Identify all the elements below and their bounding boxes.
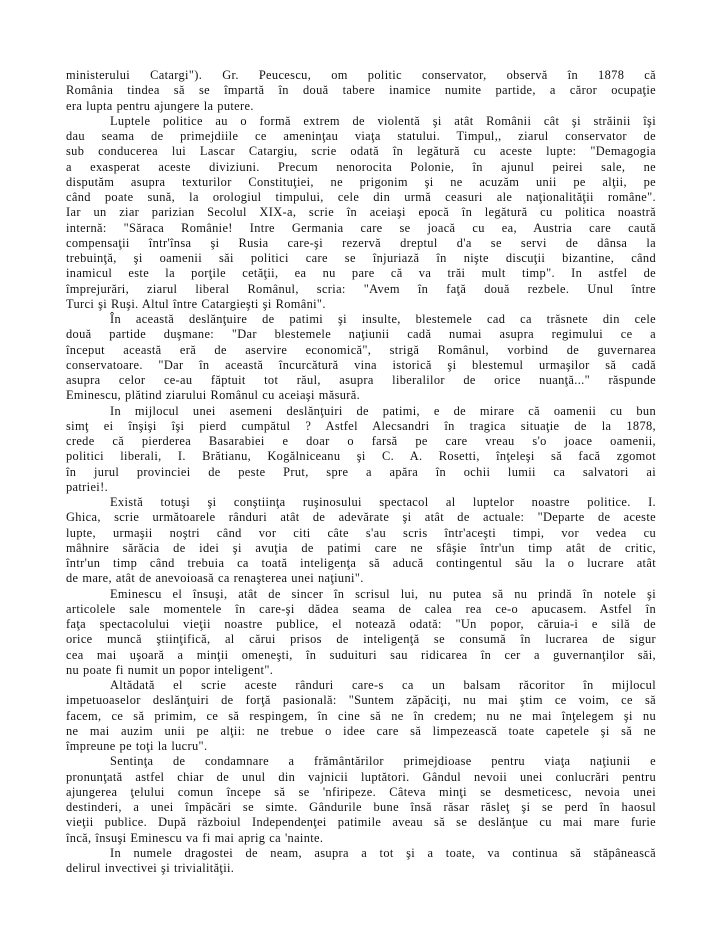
text-line: două partide duşmane: "Dar blestemele naţiunii cadă numai asupra regimului ce a <box>66 327 656 342</box>
paragraph <box>66 754 656 846</box>
text-line: Iar un ziar parizian Secolul XIX-a, scrie în aceiaşi epocă în legătură cu politica noastră <box>66 205 656 220</box>
text-line: era lupta pentru ajungere la putere. <box>66 98 254 113</box>
text-line: internă: "Săraca Românie! Intre Germania care se joacă cu ea, Austria care caută <box>66 220 656 235</box>
text-line: trebuinţă, şi oamenii săi politici care se înjuriază în nişte discuţii bizantine, când <box>66 251 656 265</box>
text-line: încă, însuşi Eminescu va fi mai aprig ca 'nainte. <box>66 830 324 845</box>
text-line: disputăm asupra texturilor Constituţiei, ne prigonim şi ne acuzăm unii pe alţii, pe <box>66 174 656 189</box>
paragraph <box>66 114 656 312</box>
text-line: politici liberali, I. Brătianu, Kogălniceanu şi C. A. Rosetti, înţeleşi să facă zgomot <box>66 449 656 464</box>
text-line: ne mai auzim unii pe alţii: ne trebue o idee care să limpezească toate capetele şi să ne <box>66 723 656 738</box>
text-line: inamicul este la porţile cetăţii, ea nu pare că va trăi mult timp". In astfel de <box>66 266 656 281</box>
text-line: Există totuşi şi conştiinţa ruşinosului spectacol al luptelor noastre politice. I. <box>110 495 656 509</box>
text-line: pronunţată astfel chiar de unul din vajnicii luptători. Gândul nevoii unei conlucrări pentru <box>66 769 656 784</box>
text-line: În această deslănţuire de patimi şi insulte, blestemele cad ca trăsnete din cele <box>110 312 656 326</box>
text-line: In mijlocul unei asemeni deslănţuiri de patimi, e de mirare că oamenii cu bun <box>110 403 656 418</box>
text-line: Eminescu, plătind ziarului Românul cu aceiaşi măsură. <box>66 388 361 403</box>
text-line: vieţii publice. După războiul Independenţei patimile aveau să se deslănţue cu mai mare furie <box>66 815 656 830</box>
text-line: Luptele politice au o formă extrem de violentă şi atât Românii cât şi străinii îşi <box>110 113 656 128</box>
document-body <box>66 68 656 876</box>
text-line: ajungerea ţelului comun începe să se 'nfiripeze. Câteva minţi se desmeticesc, nevoia unei <box>66 784 656 799</box>
text-line: dau seama de primejdiile ce ameninţau viaţa statului. Timpul,, ziarul conservator de <box>66 129 656 143</box>
paragraph <box>66 587 656 679</box>
text-line: destinderi, a unei împăcări se simte. Gândurile bune însă răsar răsleţ şi se perd în haosul <box>66 800 656 814</box>
text-line: de mare, atât de anevoioasă ca renaşterea unei naţiuni". <box>66 571 364 586</box>
text-line: cea mai uşoară a minţii omeneşti, în suduituri sau ridicarea în cer a guvernanţilor săi, <box>66 647 656 662</box>
text-line: facem, ce să primim, ce să respingem, în cine să ne în credem; nu ne mai înţelegem şi nu <box>66 708 656 723</box>
text-line: mâhnire sărăcia de idei şi avuţia de patimi care ne sfâşie într'un timp atât de critic, <box>66 540 656 555</box>
text-line: România tindea să se împartă în două tabere inamice numite partide, a căror ocupaţie <box>66 83 656 98</box>
text-line: început această eră de aservire economică", strigă Românul, vorbind de guvernarea <box>66 342 656 357</box>
paragraph <box>66 312 656 404</box>
text-line: impetuoaselor deslănţuiri de forţă pasională: "Suntem zăpăciţi, nu mai ştim ce voim, ce să <box>66 693 656 708</box>
text-line: nu poate fi numit un popor inteligent". <box>66 662 274 677</box>
text-line: a exasperat aceste diviziuni. Precum nenorocita Polonie, în ajunul peirei sale, ne <box>66 159 656 174</box>
text-line: orice muncă ştiinţifică, al cărui prisos de inteligenţă se consumă în lucrarea de sigur <box>66 632 656 647</box>
text-line: Turci şi Ruşi. Altul între Catargieşti şi Români". <box>66 296 326 311</box>
text-line: Eminescu el însuşi, atât de sincer în scrisul lui, nu putea să nu prindă în notele şi <box>110 586 656 601</box>
text-line: delirul invectivei şi trivialităţii. <box>66 861 235 875</box>
text-line: Altădată el scrie aceste rânduri care-s ca un balsam răcoritor în mijlocul <box>110 678 656 692</box>
text-line: patriei!. <box>66 479 109 494</box>
paragraph <box>66 495 656 587</box>
text-line: faţa spectacolului vieţii noastre publice, el notează odată: "Un popor, căruia-i e silă de <box>66 617 656 631</box>
paragraph <box>66 678 656 754</box>
text-line: lupte, urmaşii noştri când vor citi câte s'au scris într'aceşti timpi, vor vedea cu <box>66 525 656 540</box>
text-line: Ghica, scrie următoarele rânduri atât de adevărate şi atât de actuale: "Departe de aceste <box>66 510 656 525</box>
text-line: conservatoare. "Dar în această încurcătură vina istorică şi blestemul urmaşilor să cadă <box>66 357 656 372</box>
paragraph <box>66 846 656 877</box>
paragraph <box>66 404 656 496</box>
text-line: In numele dragostei de neam, asupra a tot şi a toate, va continua să stăpânească <box>110 845 656 860</box>
text-line: Sentinţa de condamnare a frământărilor primejdioase pentru viaţa naţiunii e <box>110 754 656 769</box>
paragraph <box>66 68 656 114</box>
text-line: într'un timp când trebuia ca toată inteligenţa să aducă contingentul său la o lucrare atât <box>66 556 656 570</box>
text-line: sub conducerea lui Lascar Catargiu, scrie odată în legătură cu aceste lupte: "Demagogia <box>66 144 656 159</box>
text-line: crede că pierderea Basarabiei e doar o farsă pe care vreau s'o joace oamenii, <box>66 434 656 448</box>
text-line: împreune pe toţi la lucru". <box>66 739 208 753</box>
text-line: în jurul provinciei de peste Prut, spre a apăra în ochii lumii ca salvatori ai <box>66 464 656 479</box>
text-line: când poate sună, la orologiul timpului, cele din urmă ceasuri ale naţionalităţii române". <box>66 190 656 204</box>
text-line: împrejurări, ziarul liberal Românul, scria: "Avem în faţă două rezbele. Unul între <box>66 281 656 296</box>
text-line: compensaţii într'însa şi Rusia care-şi rezervă dreptul d'a se servi de dânsa la <box>66 235 656 250</box>
text-line: asupra celor ce-au făptuit tot răul, asupra liberalilor de orice nuanţă..." răspunde <box>66 373 656 387</box>
text-line: simţ ei înşişi îşi pierd cumpătul ? Astfel Alecsandri în tragica situaţie de la 1878, <box>66 418 656 433</box>
text-line: ministerului Catargi"). Gr. Peucescu, om politic conservator, observă în 1878 că <box>66 68 656 82</box>
text-line: articolele sale momentele în care-şi dădea seama de calea rea ce-o apucasem. Astfel în <box>66 601 656 616</box>
